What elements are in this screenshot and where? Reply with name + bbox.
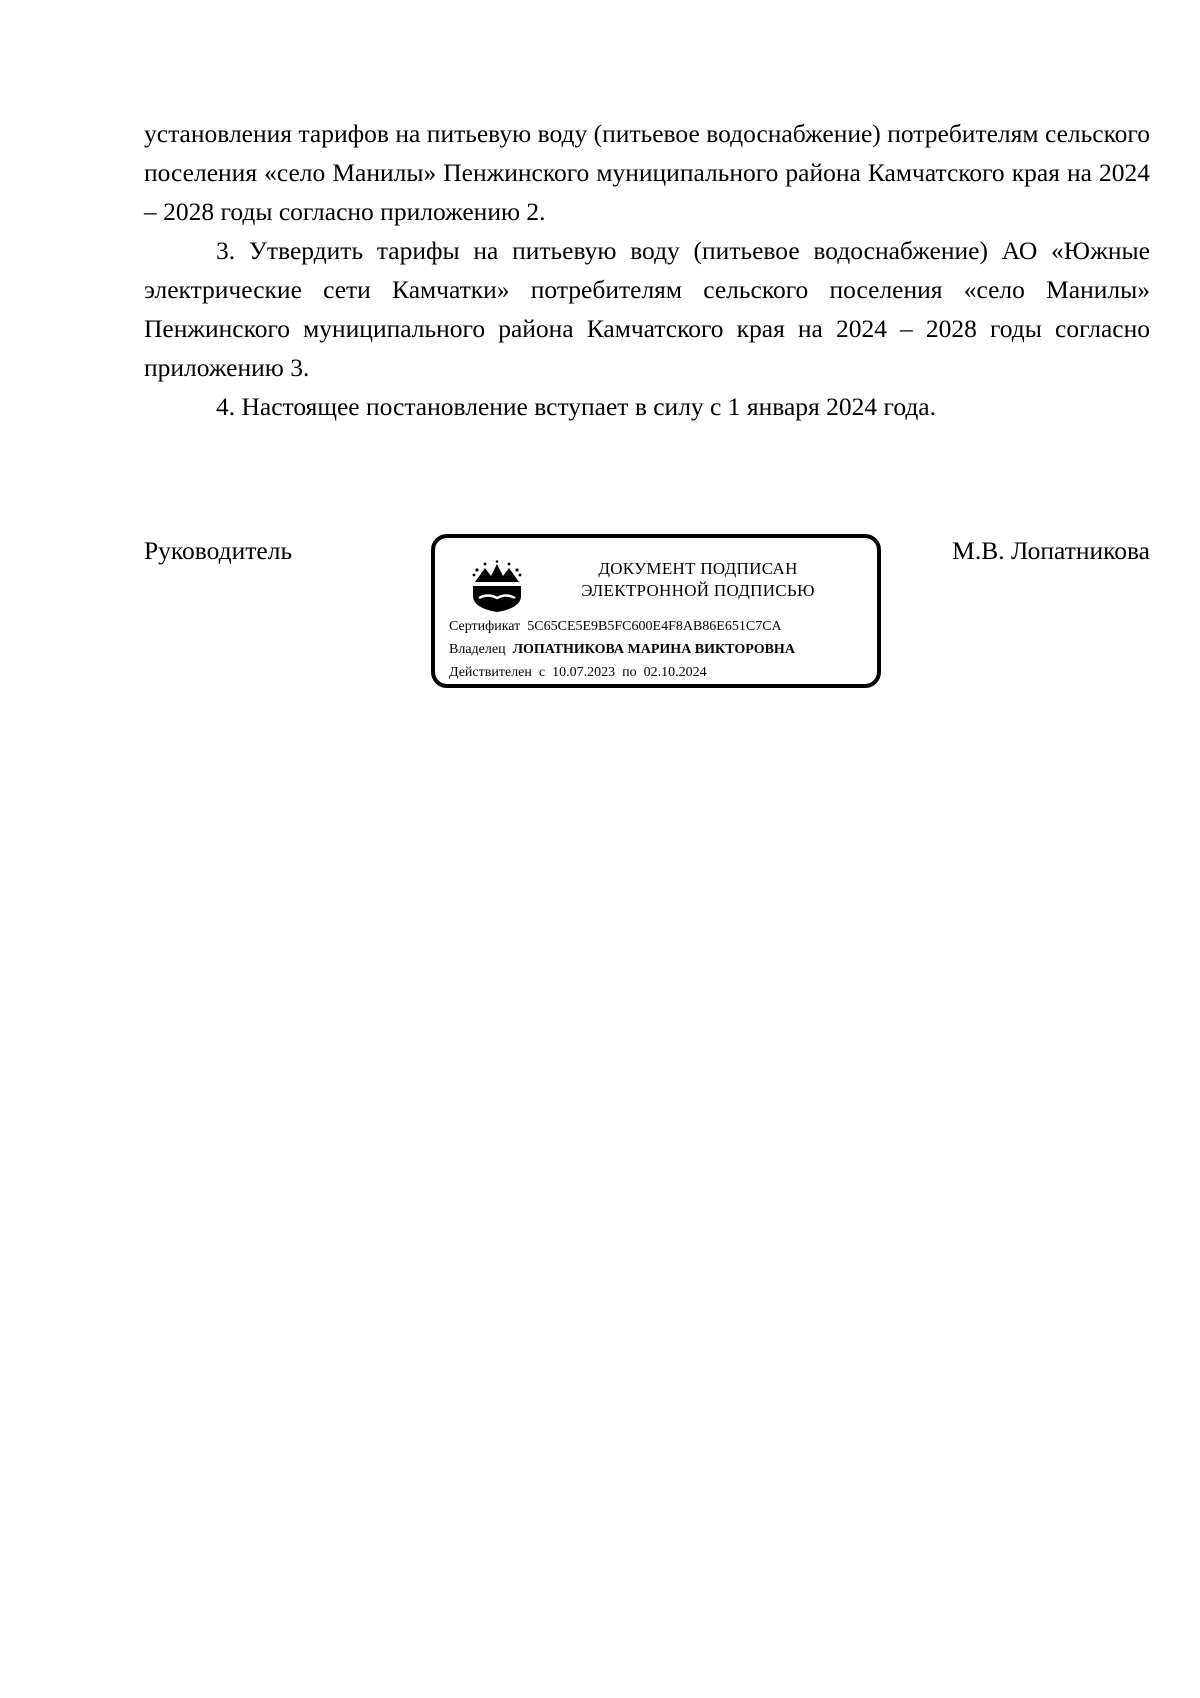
stamp-validity-line [449,664,707,682]
paragraph-item-4: 4. Настоящее постановление вступает в силу с 1 января 2024 года. [216,392,937,421]
paragraph-continuation: установления тарифов на питьевую воду (питьевое водоснабжение) потребителям сельского поселения «село Манилы» Пенжинского муниципального района Камчатского края на 2024 – 2028 годы согласно приложению 2. [144,119,1150,226]
stamp-certificate-line [449,618,782,636]
certificate-value: 5C65CE5E9B5FC600E4F8AB86E651C7CA [527,619,782,634]
kamchatka-coat-of-arms-icon [469,560,525,614]
valid-from-date: 10.07.2023 [552,665,616,680]
valid-to-date: 02.10.2024 [643,665,707,680]
paragraph-item-3: 3. Утвердить тарифы на питьевую воду (питьевое водоснабжение) АО «Южные электрические сети Камчатки» потребителям сельского поселения «село Манилы» Пенжинского муниципального района Камчатского края на 2024 – 2028 годы согласно приложению 3. [144,236,1150,382]
stamp-title-line1: ДОКУМЕНТ ПОДПИСАН [598,559,798,578]
signature-block [144,532,1150,702]
valid-to-prefix: по [622,665,637,680]
e-signature-stamp [431,534,881,688]
stamp-title [535,558,861,602]
valid-from-prefix: с [538,665,546,680]
certificate-label: Сертификат [449,619,521,634]
stamp-owner-line [449,641,795,659]
stamp-title-line2: ЭЛЕКТРОННОЙ ПОДПИСЬЮ [581,581,815,600]
signer-name: М.В. Лопатникова [952,536,1150,565]
signer-position: Руководитель [144,536,293,565]
document-body [144,114,1150,426]
valid-label: Действителен [449,665,532,680]
owner-label: Владелец [449,642,506,657]
owner-value: ЛОПАТНИКОВА МАРИНА ВИКТОРОВНА [512,642,795,657]
